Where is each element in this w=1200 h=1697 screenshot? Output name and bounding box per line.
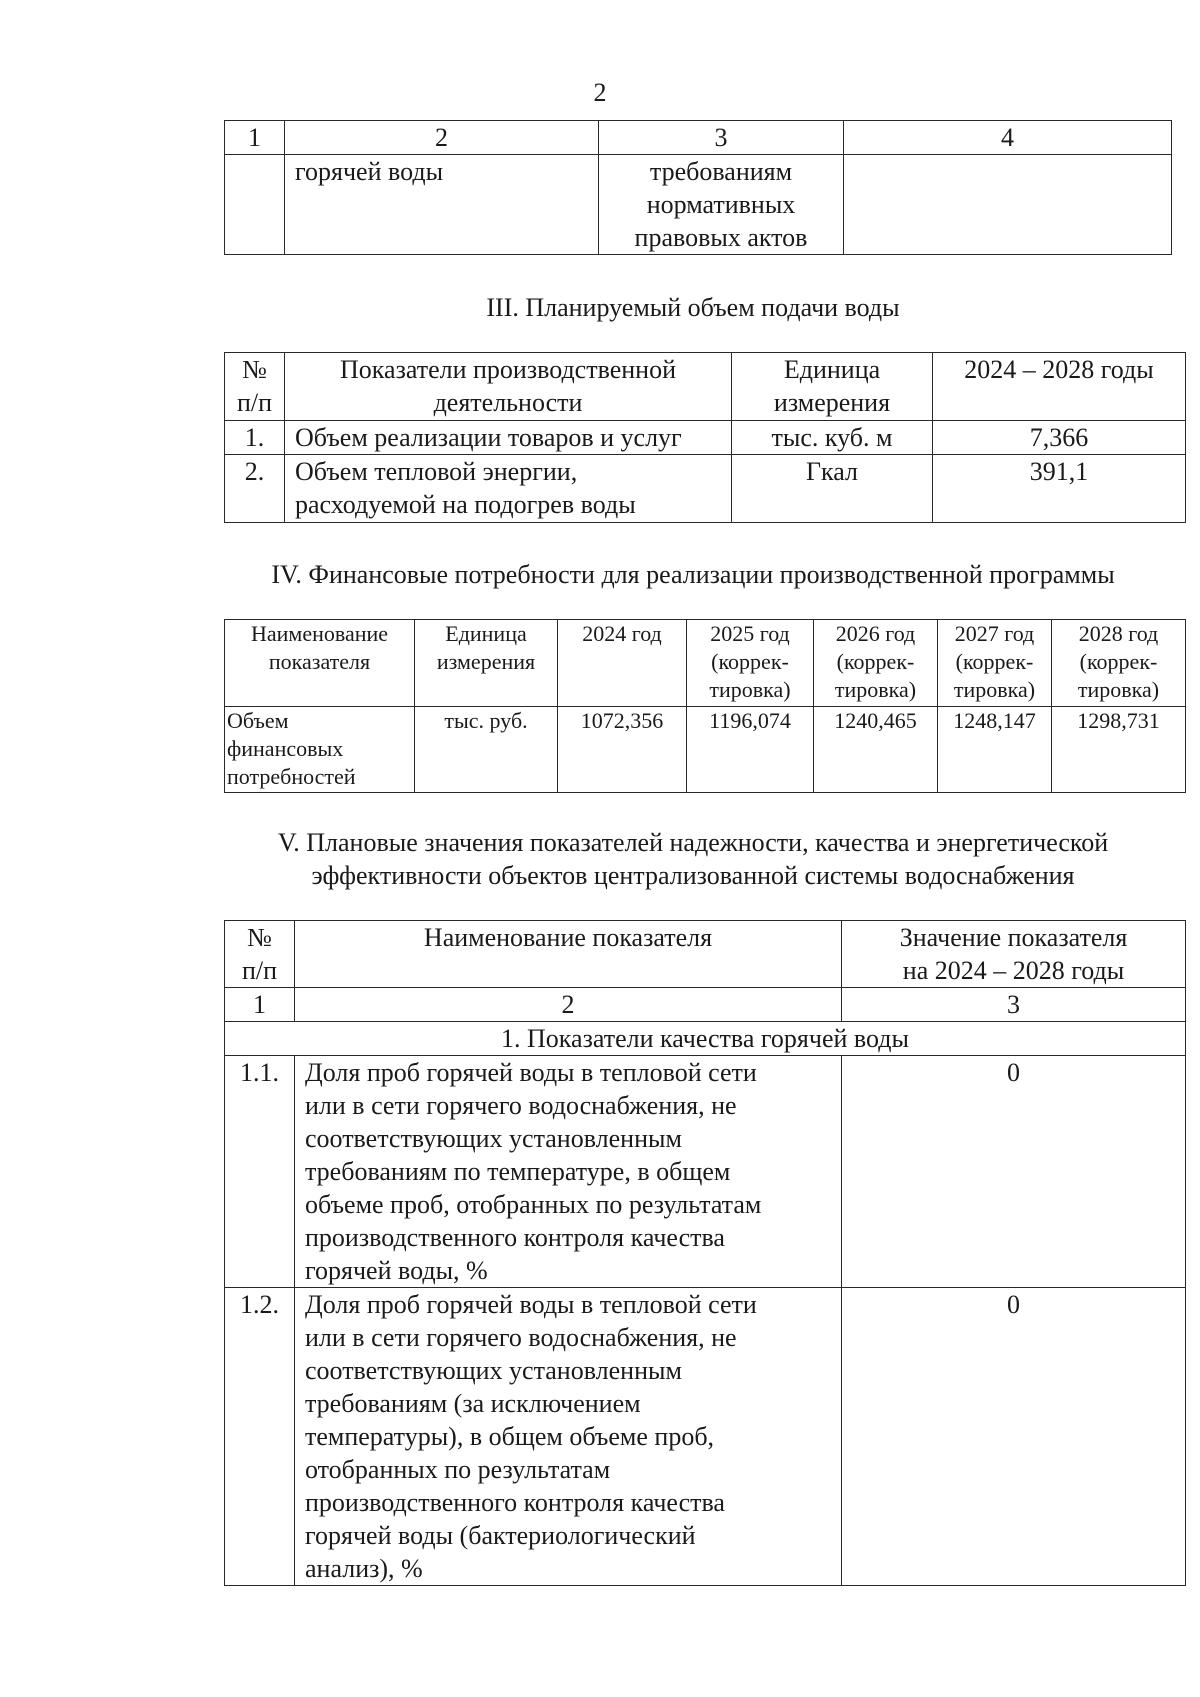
row-1-2-num: 1.2. <box>225 1288 295 1586</box>
column-number-1: 1 <box>225 988 295 1022</box>
row-2025: 1196,074 <box>687 707 814 793</box>
row-2024: 1072,356 <box>558 707 687 793</box>
section-5-title-line-2: эффективности объектов централизованной системы водоснабжения <box>311 861 1075 890</box>
row-2-unit: Гкал <box>732 455 933 523</box>
header-period: 2024 – 2028 годы <box>933 353 1186 421</box>
column-number-4: 4 <box>844 121 1172 155</box>
row-1-unit: тыс. куб. м <box>732 421 933 455</box>
row-2028: 1298,731 <box>1052 707 1186 793</box>
row-2-indicator: Объем тепловой энергии, расходуемой на подогрев воды <box>285 455 732 523</box>
header-unit: Единица измерения <box>732 353 933 421</box>
water-supply-table <box>224 352 1186 523</box>
continued-cell-4 <box>844 155 1172 255</box>
header-2027: 2027 год (коррек- тировка) <box>938 620 1052 707</box>
row-1-1-num: 1.1. <box>225 1056 295 1288</box>
continued-cell-1 <box>225 155 285 255</box>
header-unit: Единица измерения <box>415 620 558 707</box>
row-1-2-value: 0 <box>842 1288 1186 1586</box>
header-num: № п/п <box>225 353 285 421</box>
header-2026: 2026 год (коррек- тировка) <box>814 620 938 707</box>
row-1-2-name: Доля проб горячей воды в тепловой сети или в сети горячего водоснабжения, не соответствующих установленным требованиям (за исключением температуры), в общем объеме проб, отобранных по результатам производственного контроля качества горячей воды (бактериологический анализ), % <box>295 1288 842 1586</box>
header-value: Значение показателя на 2024 – 2028 годы <box>842 921 1186 988</box>
row-2-num: 2. <box>225 455 285 523</box>
indicators-table <box>224 920 1186 1586</box>
group-title: 1. Показатели качества горячей воды <box>225 1022 1186 1056</box>
page-number: 2 <box>593 78 607 107</box>
column-number-2: 2 <box>285 121 599 155</box>
row-1-1-value: 0 <box>842 1056 1186 1288</box>
financial-needs-table <box>224 619 1186 793</box>
header-indicator: Показатели производственной деятельности <box>285 353 732 421</box>
continued-cell-2: горячей воды <box>285 155 599 255</box>
column-number-3: 3 <box>842 988 1186 1022</box>
header-name: Наименование показателя <box>295 921 842 988</box>
row-2026: 1240,465 <box>814 707 938 793</box>
header-name: Наименование показателя <box>225 620 415 707</box>
column-number-1: 1 <box>225 121 285 155</box>
row-1-indicator: Объем реализации товаров и услуг <box>285 421 732 455</box>
row-1-num: 1. <box>225 421 285 455</box>
header-2028: 2028 год (коррек- тировка) <box>1052 620 1186 707</box>
row-name: Объем финансовых потребностей <box>225 707 415 793</box>
section-5-title-line-1: V. Плановые значения показателей надежности, качества и энергетической <box>277 828 1109 857</box>
row-2027: 1248,147 <box>938 707 1052 793</box>
row-1-value: 7,366 <box>933 421 1186 455</box>
header-2025: 2025 год (коррек- тировка) <box>687 620 814 707</box>
column-number-3: 3 <box>599 121 844 155</box>
row-1-1-name: Доля проб горячей воды в тепловой сети или в сети горячего водоснабжения, не соответствующих установленным требованиям по температуре, в общем объеме проб, отобранных по результатам производственного контроля качества горячей воды, % <box>295 1056 842 1288</box>
row-2-value: 391,1 <box>933 455 1186 523</box>
header-2024: 2024 год <box>558 620 687 707</box>
section-3-title: III. Планируемый объем подачи воды <box>486 293 900 322</box>
header-num: № п/п <box>225 921 295 988</box>
section-4-title: IV. Финансовые потребности для реализации производственной программы <box>271 560 1115 589</box>
continued-cell-3: требованиям нормативных правовых актов <box>599 155 844 255</box>
column-number-2: 2 <box>295 988 842 1022</box>
row-unit: тыс. руб. <box>415 707 558 793</box>
continued-table <box>224 120 1172 255</box>
